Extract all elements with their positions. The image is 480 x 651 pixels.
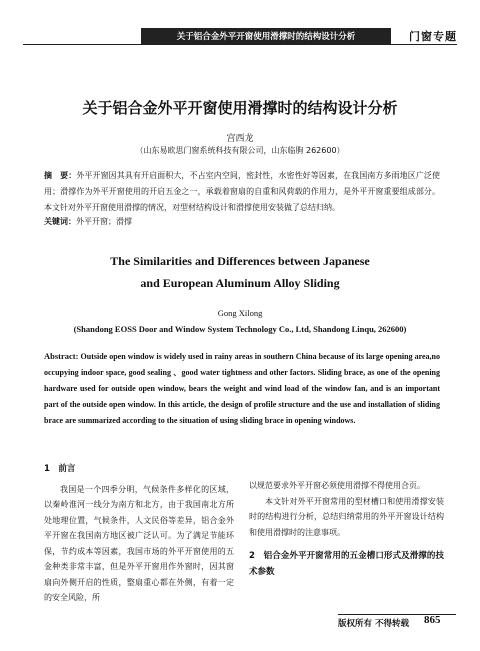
running-header xyxy=(23,28,457,45)
right-column-paragraph: 本文针对外平开窗常用的型材槽口和使用滑撑安装时的结构进行分析，总结归纳常用的外平开窗设计结构和使用滑撑时的注意事项。 xyxy=(249,496,444,537)
chinese-affiliation: （山东易欧思门窗系统科技有限公司，山东临朐 262600） xyxy=(135,146,345,155)
chinese-author: 宫西龙 xyxy=(226,134,254,144)
english-title-line1: The Similarities and Differences between Japanese xyxy=(110,254,370,268)
page-number: 865 xyxy=(424,614,441,626)
english-title xyxy=(0,250,480,294)
english-abstract xyxy=(44,348,440,429)
english-author: Gong Xilong xyxy=(217,308,263,318)
section-label: 门窗专题 xyxy=(409,30,457,43)
chinese-abstract xyxy=(44,168,440,216)
section1-heading: 1 前言 xyxy=(44,464,76,474)
chinese-keywords xyxy=(44,216,440,227)
right-column-continuation: 以规范要求外平开窗必须使用滑撑不得使用合页。 xyxy=(249,481,425,490)
chinese-title: 关于铝合金外平开窗使用滑撑时的结构设计分析 xyxy=(82,99,398,117)
chinese-keywords-text: 外平开窗；滑撑 xyxy=(76,217,132,226)
section1-text: 我国是一个四季分明，气候条件多样化的区域，以秦岭淮河一线分为南方和北方，由于我国南北方所处地理位置，气候条件，人文民俗等差异，铝合金外平开窗在我国南方地区被广泛认可。为了满足节能环保，节约成本等因素，我国市场的外平开窗使用的五金种类非常丰富，但是外平开窗用作外窗时，因其窗扇向外侧开启的性质，整扇重心都在外侧，有着一定的安全风险，所 xyxy=(44,484,234,602)
body-right-column xyxy=(249,478,444,580)
chinese-abstract-label: 摘 要： xyxy=(44,171,77,180)
english-affiliation: (Shandong EOSS Door and Window System Technology Co., Ltd, Shandong Linqu, 262600) xyxy=(73,324,407,334)
section2-heading: 2 铝合金外平开窗常用的五金槽口形式及滑撑的技术参数 xyxy=(249,551,444,577)
english-abstract-text: Outside open window is widely used in rainy areas in southern China because of its large opening area,no occupying indoor space, good sealing 、good water tightness and other factors. Sliding brace, as one of the opening hardware used for outside open window, bears the weight and wind load of the window fan, and is an important part of the outside open window. In this article, the design of profile structure and the use and installation of sliding brace are summarized according to the situation of using sliding brace in opening windows. xyxy=(44,352,441,425)
english-abstract-label: Abstract: xyxy=(44,351,79,361)
chinese-keywords-label: 关键词： xyxy=(44,217,76,226)
chinese-abstract-text: 外平开窗因其具有开启面积大，不占室内空间，密封性，水密性好等因素，在我国南方多雨地区广泛使用；滑撑作为外平开窗使用的开启五金之一，承载着窗扇的自重和风荷载的作用力，是外平开窗重要组成部分。本文针对外平开窗使用滑撑的情况，对型材结构设计和滑撑使用安装做了总结归纳。 xyxy=(44,171,441,212)
footer-rights: 版权所有 不得转载 xyxy=(338,619,409,629)
running-title: 关于铝合金外平开窗使用滑撑时的结构设计分析 xyxy=(176,32,356,42)
english-title-line2: and European Aluminum Alloy Sliding xyxy=(140,276,340,290)
body-left-column xyxy=(44,462,234,606)
